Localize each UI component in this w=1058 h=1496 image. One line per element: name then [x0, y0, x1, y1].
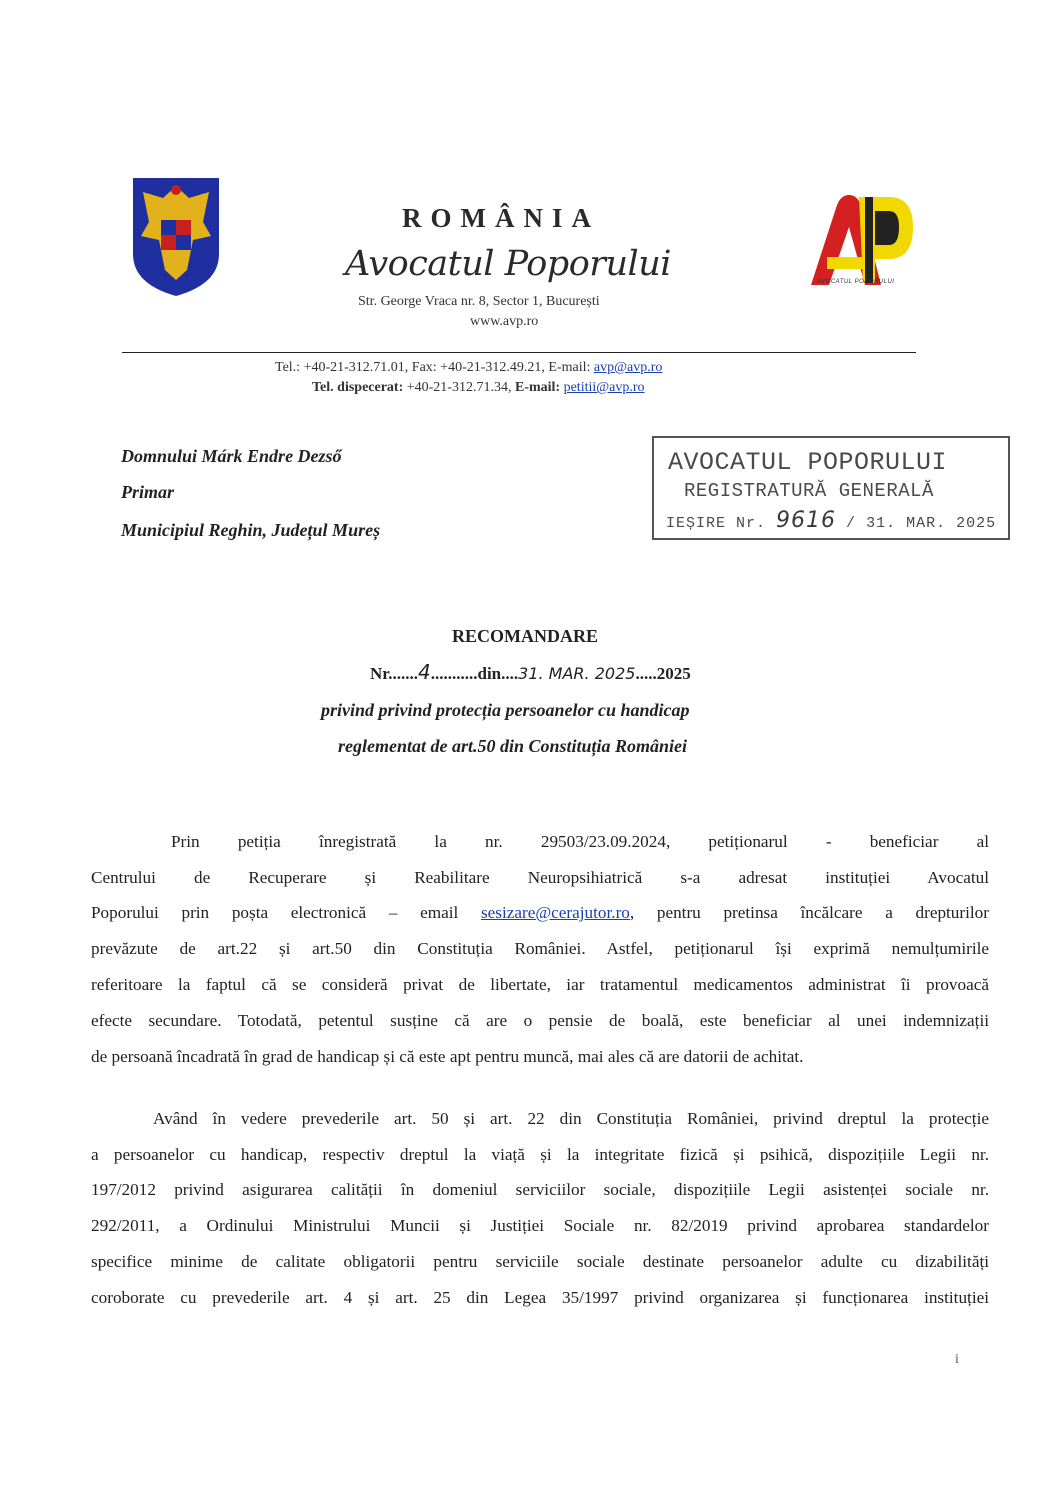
- contact-line-2: [312, 380, 645, 396]
- registry-stamp: [652, 436, 1010, 540]
- avp-logo: [803, 187, 921, 291]
- addressee-place: Municipiul Reghin, Județul Mureș: [121, 520, 381, 540]
- addressee-name: Domnului Márk Endre Dezső: [121, 446, 342, 466]
- petitions-email-label: E-mail:: [514, 380, 561, 395]
- country-name: ROMÂNIA: [402, 203, 600, 233]
- stamp-number: 9616: [776, 508, 837, 533]
- p1-line-7: de persoană încadrată în grad de handicap și că este apt pentru muncă, mai ales că are datorii de achitat.: [91, 1047, 804, 1066]
- p1-line-4: prevăzute de art.22 și art.50 din Constituția României. Astfel, petiționarul își exprimă nemulțumirile: [91, 939, 989, 958]
- p1-line-3-suffix: , pentru pretinsa încălcare a drepturilor: [629, 903, 989, 922]
- p1-line-3-text: Poporului prin poșta electronică – email: [91, 903, 481, 922]
- dispatch-phone: +40-21-312.71.34,: [403, 380, 515, 395]
- stamp-institution: AVOCATUL POPORULUI: [668, 448, 948, 477]
- nr-value: 4: [418, 660, 431, 684]
- contact-email-link[interactable]: avp@avp.ro: [593, 360, 663, 375]
- stamp-separator: /: [846, 515, 857, 532]
- institution-address: Str. George Vraca nr. 8, Sector 1, București: [358, 294, 600, 309]
- p1-line-3: [91, 903, 989, 923]
- stamp-date: 31. MAR. 2025: [866, 515, 997, 532]
- p2-line-6: coroborate cu prevederile art. 4 și art. 25 din Legea 35/1997 privind organizarea și funcționarea instituției: [91, 1288, 989, 1307]
- p2-line-2: a persoanelor cu handicap, respectiv dreptul la viață și la integritate fizică și psihică, dispozițiile Legii nr.: [91, 1145, 989, 1164]
- p1-email-link[interactable]: sesizare@cerajutor.ro: [480, 903, 630, 922]
- stamp-registry: REGISTRATURĂ GENERALĂ: [684, 480, 934, 502]
- contact-phone-fax: Tel.: +40-21-312.71.01, Fax: +40-21-312.49.21, E-mail:: [275, 360, 594, 375]
- institution-name: Avocatul Poporului: [345, 244, 671, 284]
- subject-line-1: privind privind protecția persoanelor cu handicap: [321, 700, 690, 720]
- p1-line-1: Prin petiția înregistrată la nr. 29503/23.09.2024, petiționarul - beneficiar al: [171, 832, 989, 851]
- subject-line-2: reglementat de art.50 din Constituția României: [338, 736, 688, 756]
- document-title: RECOMANDARE: [452, 626, 598, 646]
- page-mark: i: [955, 1352, 959, 1367]
- header-divider: [122, 352, 916, 353]
- p2-line-4: 292/2011, a Ordinului Ministrului Muncii și Justiției Sociale nr. 82/2019 privind aprobarea standardelor: [91, 1216, 989, 1235]
- dispatch-label: Tel. dispecerat:: [312, 380, 404, 395]
- addressee-role: Primar: [121, 482, 175, 502]
- date-value: 31. MAR. 2025: [518, 664, 636, 683]
- contact-line-1: [275, 360, 662, 376]
- year-value: 2025: [656, 664, 691, 683]
- p1-line-5: referitoare la faptul că se consideră privat de libertate, iar tratamentul medicamentos administrat îi provoacă: [91, 975, 989, 994]
- coat-of-arms: [131, 176, 221, 298]
- p2-line-5: specifice minime de calitate obligatorii pentru serviciile sociale destinate persoanelor adulte cu dizabilități: [91, 1252, 989, 1271]
- document-number-line: Nr.......4...........din....31. MAR. 2025.....2025: [370, 660, 691, 684]
- nr-label: Nr.: [370, 664, 393, 683]
- p2-line-3: 197/2012 privind asigurarea calității în domeniul serviciilor sociale, dispozițiile Legii asistenței sociale nr.: [91, 1180, 989, 1199]
- stamp-exit-label: IEȘIRE Nr.: [666, 515, 767, 532]
- p2-line-1: Având în vedere prevederile art. 50 și art. 22 din Constituția României, privind dreptul la protecție: [153, 1109, 989, 1128]
- p1-line-2: Centrului de Recuperare și Reabilitare Neuropsihiatrică s-a adresat instituției Avocatul: [91, 868, 989, 887]
- stamp-exit-line: [666, 508, 996, 533]
- institution-website: www.avp.ro: [470, 314, 539, 329]
- din-label: din: [477, 664, 502, 683]
- p1-line-6: efecte secundare. Totodată, petentul susține că are o pensie de boală, este beneficiar al unei indemnizații: [91, 1011, 989, 1030]
- petitions-email-link[interactable]: petitii@avp.ro: [563, 380, 645, 395]
- avp-logo-caption: AVOCATUL POPORULUI: [817, 279, 895, 285]
